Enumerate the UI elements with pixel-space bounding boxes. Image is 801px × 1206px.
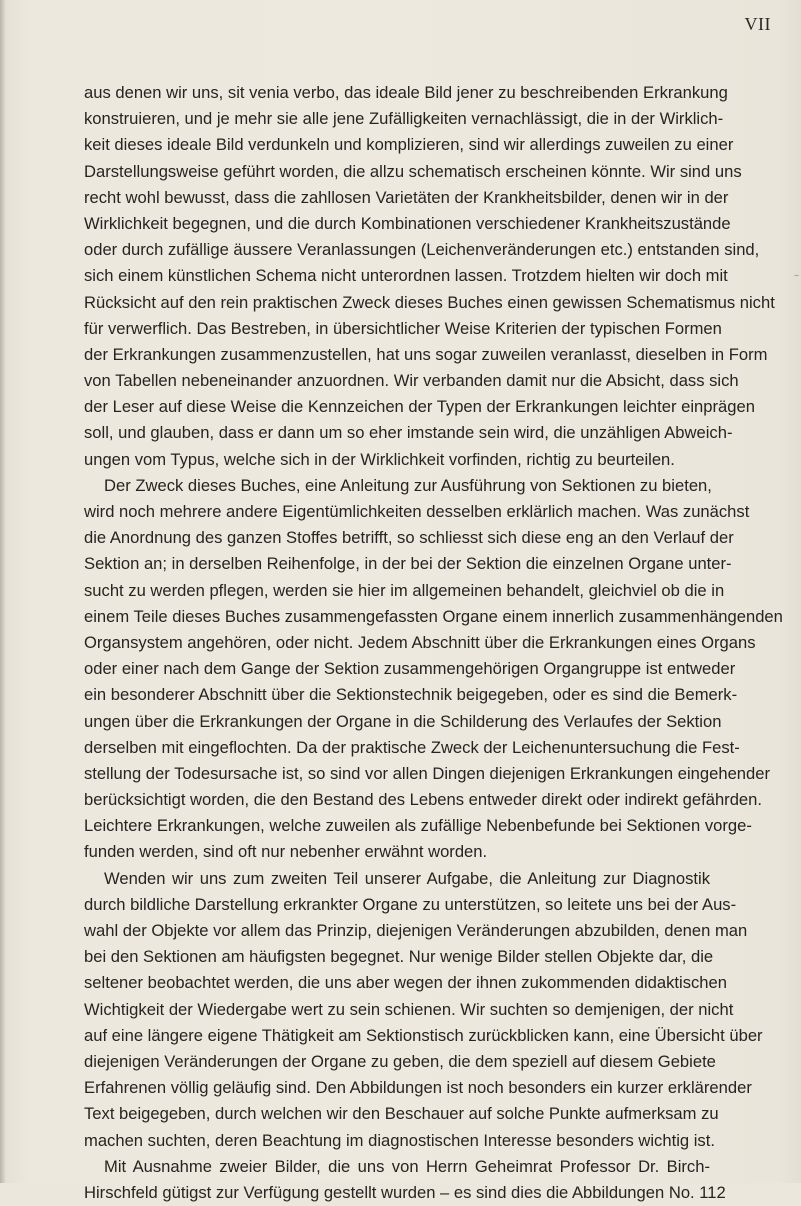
page-gutter-shadow	[0, 0, 6, 1183]
paragraph-end-line: machen suchten, deren Beachtung im diagnostischen Interesse besonders wichtig ist.	[84, 1130, 715, 1150]
text-line: Leichtere Erkrankungen, welche zuweilen als zufällige Nebenbefunde bei Sektionen vorge-	[84, 816, 752, 836]
paragraph-end-line: funden werden, sind oft nur nebenher erwähnt worden.	[84, 842, 488, 862]
text-line: oder durch zufällige äussere Veranlassungen (Leichenveränderungen etc.) entstanden sind,	[84, 240, 760, 260]
text-line: soll, und glauben, dass er dann um so eher imstande sein wird, die unzähligen Abweich-	[84, 423, 733, 443]
text-line: Hirschfeld gütigst zur Verfügung gestellt wurden – es sind dies die Abbildungen No. 112	[84, 1182, 726, 1202]
text-line: sucht zu werden pflegen, werden sie hier im allgemeinen behandelt, gleichviel ob die in	[84, 580, 725, 600]
text-line: keit dieses ideale Bild verdunkeln und komplizieren, sind wir allerdings zuweilen zu einer	[84, 135, 734, 155]
text-line: Organsystem angehören, oder nicht. Jedem Abschnitt über die Erkrankungen eines Organs	[84, 632, 756, 652]
text-line: der Leser auf diese Weise die Kennzeichen der Typen der Erkrankungen leichter einprägen	[84, 397, 755, 417]
margin-tick: –	[794, 270, 799, 281]
text-line: Text beigegeben, durch welchen wir den Beschauer auf solche Punkte aufmerksam zu	[84, 1104, 719, 1124]
text-line: Wirklichkeit begegnen, und die durch Kombinationen verschiedener Krankheitszustände	[84, 213, 731, 233]
text-line: durch bildliche Darstellung erkrankter Organe zu unterstützen, so leitete uns bei der Aus-	[84, 894, 737, 914]
text-line: die Anordnung des ganzen Stoffes betrifft, so schliesst sich diese eng an den Verlauf der	[84, 528, 734, 548]
body-text	[84, 80, 783, 1206]
text-line: bei den Sektionen am häufigsten begegnet. Nur wenige Bilder stellen Objekte dar, die	[84, 947, 714, 967]
text-line: wird noch mehrere andere Eigentümlichkeiten desselben erklärlich machen. Was zunächst	[84, 502, 750, 521]
text-line: recht wohl bewusst, dass die zahllosen Varietäten der Krankheitsbilder, denen wir in der	[84, 187, 729, 207]
text-line: sich einem künstlichen Schema nicht unterordnen lassen. Trotzdem hielten wir doch mit	[84, 266, 728, 286]
text-line: berücksichtigt worden, die den Bestand des Lebens entweder direkt oder indirekt gefährden.	[84, 790, 763, 810]
paragraph-end-line: ungen vom Typus, welche sich in der Wirklichkeit vorfinden, richtig zu beurteilen.	[84, 449, 675, 469]
text-line: Wichtigkeit der Wiedergabe wert zu sein schienen. Wir suchten so demjenigen, der nicht	[84, 999, 734, 1019]
text-line: konstruieren, und je mehr sie alle jene Zufälligkeiten vernachlässigt, die in der Wirklich-	[84, 109, 724, 129]
text-line: Darstellungsweise geführt worden, die allzu schematisch erscheinen könnte. Wir sind uns	[84, 161, 742, 181]
text-line: ungen über die Erkrankungen der Organe in die Schilderung des Verlaufes der Sektion	[84, 711, 722, 731]
text-line: Rücksicht auf den rein praktischen Zweck dieses Buches einen gewissen Schematismus nicht	[84, 292, 775, 312]
text-line: diejenigen Veränderungen der Organe zu geben, die dem speziell auf diesem Gebiete	[84, 1051, 716, 1071]
paragraph-start-line: Der Zweck dieses Buches, eine Anleitung zur Ausführung von Sektionen zu bieten,	[104, 475, 712, 495]
paragraph-start-line: Mit Ausnahme zweier Bilder, die uns von Herrn Geheimrat Professor Dr. Birch-	[104, 1156, 710, 1176]
text-line: ein besonderer Abschnitt über die Sektionstechnik beigegeben, oder es sind die Bemerk-	[84, 685, 738, 705]
text-line: aus denen wir uns, sit venia verbo, das ideale Bild jener zu beschreibenden Erkrankung	[84, 83, 728, 102]
text-line: derselben mit eingeflochten. Da der praktische Zweck der Leichenuntersuchung die Fest-	[84, 737, 740, 757]
text-line: stellung der Todesursache ist, so sind vor allen Dingen diejenigen Erkrankungen eingehender	[84, 763, 771, 783]
text-line: Sektion an; in derselben Reihenfolge, in der bei der Sektion die einzelnen Organe unter-	[84, 554, 732, 574]
text-line: Erfahrenen völlig geläufig sind. Den Abbildungen ist noch besonders ein kurzer erklärender	[84, 1078, 752, 1098]
paragraph-start-line: Wenden wir uns zum zweiten Teil unserer Aufgabe, die Anleitung zur Diagnostik	[104, 868, 710, 888]
text-line: von Tabellen nebeneinander anzuordnen. Wir verbanden damit nur die Absicht, dass sich	[84, 371, 739, 391]
text-line: wahl der Objekte vor allem das Prinzip, diejenigen Veränderungen abzubilden, denen man	[84, 921, 748, 940]
page-number: VII	[744, 14, 771, 34]
text-line: auf eine längere eigene Thätigkeit am Sektionstisch zurückblicken kann, eine Übersicht über	[84, 1025, 763, 1045]
text-line: einem Teile dieses Buches zusammengefassten Organe einem innerlich zusammenhängenden	[84, 606, 783, 626]
text-line: für verwerflich. Das Bestreben, in übersichtlicher Weise Kriterien der typischen Formen	[84, 318, 722, 338]
text-line: seltener beobachtet werden, die uns aber wegen der ihnen zukommenden didaktischen	[84, 973, 727, 993]
text-line: der Erkrankungen zusammenzustellen, hat uns sogar zuweilen veranlasst, dieselben in Form	[84, 344, 768, 364]
text-line: oder einer nach dem Gange der Sektion zusammengehörigen Organgruppe ist entweder	[84, 659, 736, 679]
